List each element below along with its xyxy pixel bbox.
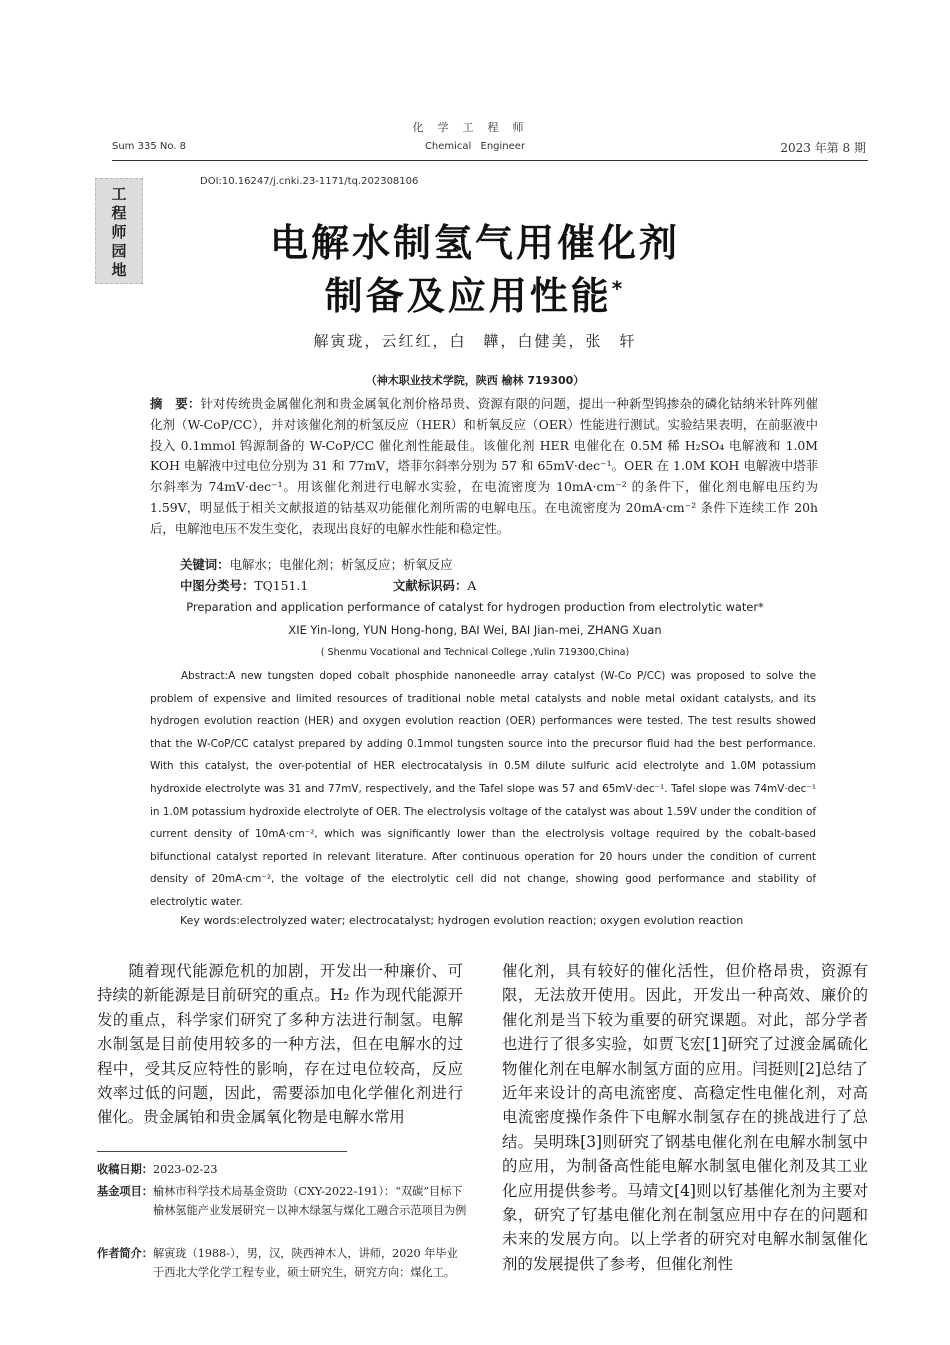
- abstract-label: 摘 要：: [150, 396, 201, 411]
- english-abstract: [150, 665, 816, 914]
- footnote-received: [97, 1161, 467, 1180]
- author-bio-text: 解寅珑（1988-），男，汉，陕西神木人，讲师，2020 年毕业于西北大学化学工程专业，硕士研究生，研究方向：煤化工。: [152, 1247, 458, 1279]
- footnote-fund: [97, 1183, 467, 1220]
- clc-label: 中图分类号：: [180, 578, 255, 593]
- article-title-line1: 电解水制氢气用催化剂: [269, 221, 680, 265]
- english-affiliation: ( Shenmu Vocational and Technical College ,Yulin 719300,China): [320, 647, 630, 658]
- fund-label: 基金项目：: [97, 1185, 153, 1198]
- english-keywords: Key words:electrolyzed water; electrocatalyst; hydrogen evolution reaction; oxygen evolution reaction: [180, 914, 744, 927]
- footnote-divider: [97, 1151, 347, 1152]
- received-label: 收稿日期：: [97, 1163, 153, 1176]
- keywords-label: 关键词：: [180, 557, 230, 572]
- journal-name-en: Chemical Engineer: [424, 141, 526, 152]
- section-tab-label: 工程师园地: [109, 186, 128, 281]
- received-date: 2023-02-23: [152, 1163, 218, 1176]
- doc-code-label: 文献标识码：: [393, 578, 468, 593]
- fund-text: 榆林市科学技术局基金资助（CXY-2022-191）：“双碳”目标下榆林氢能产业发展研究－以神木绿氢与煤化工融合示范项目为例: [152, 1185, 467, 1217]
- clc-value: TQ151.1: [254, 578, 309, 593]
- body-left-text: 随着现代能源危机的加剧，开发出一种廉价、可持续的新能源是目前研究的重点。H₂ 作为现代能源开发的重点，科学家们研究了多种方法进行制氢。电解水制氢是目前使用较多的一种方法，但在电解水的过程中，受其反应特性的影响，存在过电位较高，反应效率过低的问题，因此，需要添加电化学催化剂进行催化。贵金属铂和贵金属氧化物是电解水常用: [97, 962, 463, 1127]
- keywords-cn: [180, 555, 453, 573]
- footnote-author: [97, 1245, 467, 1282]
- affiliation: （神木职业技术学院，陕西 榆林 719300）: [365, 374, 585, 387]
- title-footnote-mark: *: [611, 276, 626, 301]
- english-title: Preparation and application performance of catalyst for hydrogen production from electrolytic water*: [186, 600, 764, 614]
- journal-name-cn: 化学工程师: [412, 121, 538, 134]
- body-column-right: 催化剂，具有较好的催化活性，但价格昂贵，资源有限，无法放开使用。因此，开发出一种高效、廉价的催化剂是当下较为重要的研究课题。对此，部分学者也进行了很多实验，如贾飞宏[1]研究了过渡金属硫化物催化剂在电解水制氢方面的应用。闫挺则[2]总结了近年来设计的高电流密度、高稳定性电催化剂，对高电流密度操作条件下电解水制氢存在的挑战进行了总结。吴明珠[3]则研究了钢基电催化剂在电解水制氢中的应用，为制备高性能电解水制氢电催化剂及其工业化应用提供参考。马靖文[4]则以钌基催化剂为主要对象，研究了钌基电催化剂在制氢应用中存在的问题和未来的发展方向。以上学者的研究对电解水制氢催化剂的发展提供了参考，但催化剂性: [502, 962, 868, 1273]
- abstract-text: 针对传统贵金属催化剂和贵金属氧化剂价格昂贵、资源有限的问题，提出一种新型钨掺杂的磷化钴纳米针阵列催化剂（W-CoP/CC），并对该催化剂的析氢反应（HER）和析氧反应（OER）性能进行测试。实验结果表明，在前驱液中投入 0.1mmol 钨源制备的 W-CoP/CC 催化剂性能最佳。该催化剂 HER 电催化在 0.5M 稀 H₂SO₄ 电解液和 1.0M KOH 电解液中过电位分别为 31 和 77mV，塔菲尔斜率分别为 57 和 65mV·dec⁻¹。OER 在 1.0M KOH 电解液中塔菲尔斜率为 74mV·dec⁻¹。用该催化剂进行电解水实验，在电流密度为 10mA·cm⁻² 的条件下，催化剂电解电压约为 1.59V，明显低于相关文献报道的钴基双功能催化剂所需的电解电压。在电流密度为 20mA·cm⁻² 条件下连续工作 20h 后，电解池电压不发生变化，表现出良好的电解水性能和稳定性。: [150, 396, 819, 536]
- english-authors: XIE Yin-long, YUN Hong-hong, BAI Wei, BAI Jian-mei, ZHANG Xuan: [288, 623, 662, 637]
- article-title-line2: [0, 265, 950, 320]
- classification-line: [180, 576, 477, 594]
- volume-number: Sum 335 No. 8: [112, 141, 187, 152]
- english-abstract-text: Abstract:A new tungsten doped cobalt phosphide nanoneedle array catalyst (W-Co P/CC) was proposed to solve the problem of expensive and limited resources of traditional noble metal catalysts and noble metal oxidant catalysts, and its hydrogen evolution reaction (HER) and oxygen evolution reaction (OER) performances were tested. The test results showed that the W-CoP/CC catalyst prepared by adding 0.1mmol tungsten source into the precursor fluid had the best performance. With this catalyst, the over-potential of HER electrocatalysis in 0.5M dilute sulfuric acid electrolyte and 1.0M potassium hydroxide electrolyte was 31 and 77mV, respectively, and the Tafel slope was 57 and 65mV·dec⁻¹. Tafel slope was 74mV·dec⁻¹ in 1.0M potassium hydroxide electrolyte of OER. The electrolysis voltage of the catalyst was about 1.59V under the condition of current density of 10mA·cm⁻², which was significantly lower than the electrolysis voltage required by the cobalt-based bifunctional catalyst reported in relevant literature. After continuous operation for 20 hours under the condition of current density of 20mA·cm⁻², the voltage of the electrolytic cell did not change, showing good performance and stability of electrolytic water.: [150, 670, 816, 908]
- abstract-cn: [150, 394, 818, 540]
- article-title-line2-text: 制备及应用性能: [324, 274, 612, 318]
- keywords-text: 电解水；电催化剂；析氢反应；析氧反应: [229, 557, 453, 572]
- issue-number: 2023 年第 8 期: [780, 141, 866, 155]
- doi: DOI:10.16247/j.cnki.23-1171/tq.202308106: [200, 176, 419, 187]
- header-divider: [112, 160, 868, 161]
- author-list: 解寅珑，云红红，白 韡，白健美，张 轩: [313, 332, 637, 350]
- author-bio-label: 作者简介：: [97, 1247, 153, 1260]
- doc-code: [393, 576, 476, 594]
- body-column-left: [97, 959, 463, 1130]
- doc-code-value: A: [467, 578, 477, 593]
